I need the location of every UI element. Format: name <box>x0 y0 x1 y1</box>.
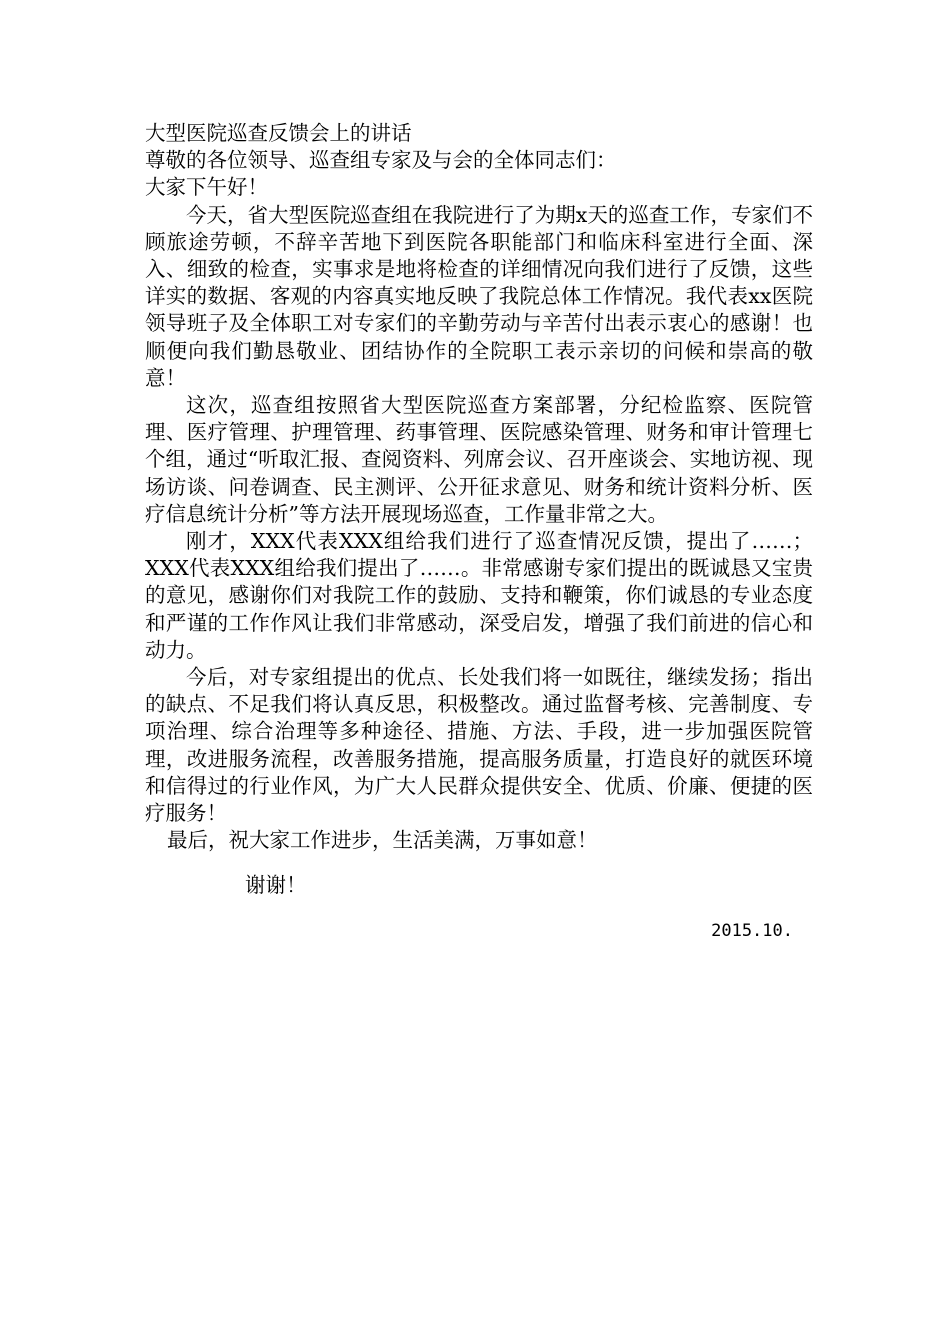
greeting: 大家下午好！ <box>145 175 268 200</box>
document-title: 大型医院巡查反馈会上的讲话 <box>145 121 412 145</box>
paragraph-inspection-plan: 这次，巡查组按照省大型医院巡查方案部署，分纪检监察、医院管理、医疗管理、护理管理、药事管理、医院感染管理、财务和审计管理七个组，通过“听取汇报、查阅资料、列席会议、召开座谈会、实地访视、现场访谈、问卷调查、民主测评、公开征求意见、财务和统计资料分析、医疗信息统计分析”等方法开展现场巡查，工作量非常之大。 <box>145 393 813 526</box>
document-date: 2015.10. <box>711 920 793 941</box>
speech-document <box>145 120 813 945</box>
closing-wishes: 最后，祝大家工作进步，生活美满，万事如意！ <box>167 828 598 853</box>
paragraph-opening: 今天，省大型医院巡查组在我院进行了为期x天的巡查工作，专家们不顾旅途劳顿，不辞辛苦地下到医院各职能部门和临床科室进行全面、深入、细致的检查，实事求是地将检查的详细情况向我们进行了反馈，这些详实的数据、客观的内容真实地反映了我院总体工作情况。我代表xx医院领导班子及全体职工对专家们的辛勤劳动与辛苦付出表示衷心的感谢！也顺便向我们勤恳敬业、团结协作的全院职工表示亲切的问候和崇高的敬意！ <box>145 202 813 390</box>
thanks-line: 谢谢！ <box>245 873 307 898</box>
paragraph-rectification: 今后，对专家组提出的优点、长处我们将一如既往，继续发扬；指出的缺点、不足我们将认真反思，积极整改。通过监督考核、完善制度、专项治理、综合治理等多种途径、措施、方法、手段，进一步加强医院管理，改进服务流程，改善服务措施，提高服务质量，打造良好的就医环境和信得过的行业作风，为广大人民群众提供安全、优质、价廉、便捷的医疗服务！ <box>145 665 813 826</box>
salutation: 尊敬的各位领导、巡查组专家及与会的全体同志们： <box>145 148 617 173</box>
paragraph-feedback: 刚才，XXX代表XXX组给我们进行了巡查情况反馈，提出了……；XXX代表XXX组给我们提出了……。非常感谢专家们提出的既诚恳又宝贵的意见，感谢你们对我院工作的鼓励、支持和鞭策，你们诚恳的专业态度和严谨的工作作风让我们非常感动，深受启发，增强了我们前进的信心和动力。 <box>145 529 813 662</box>
